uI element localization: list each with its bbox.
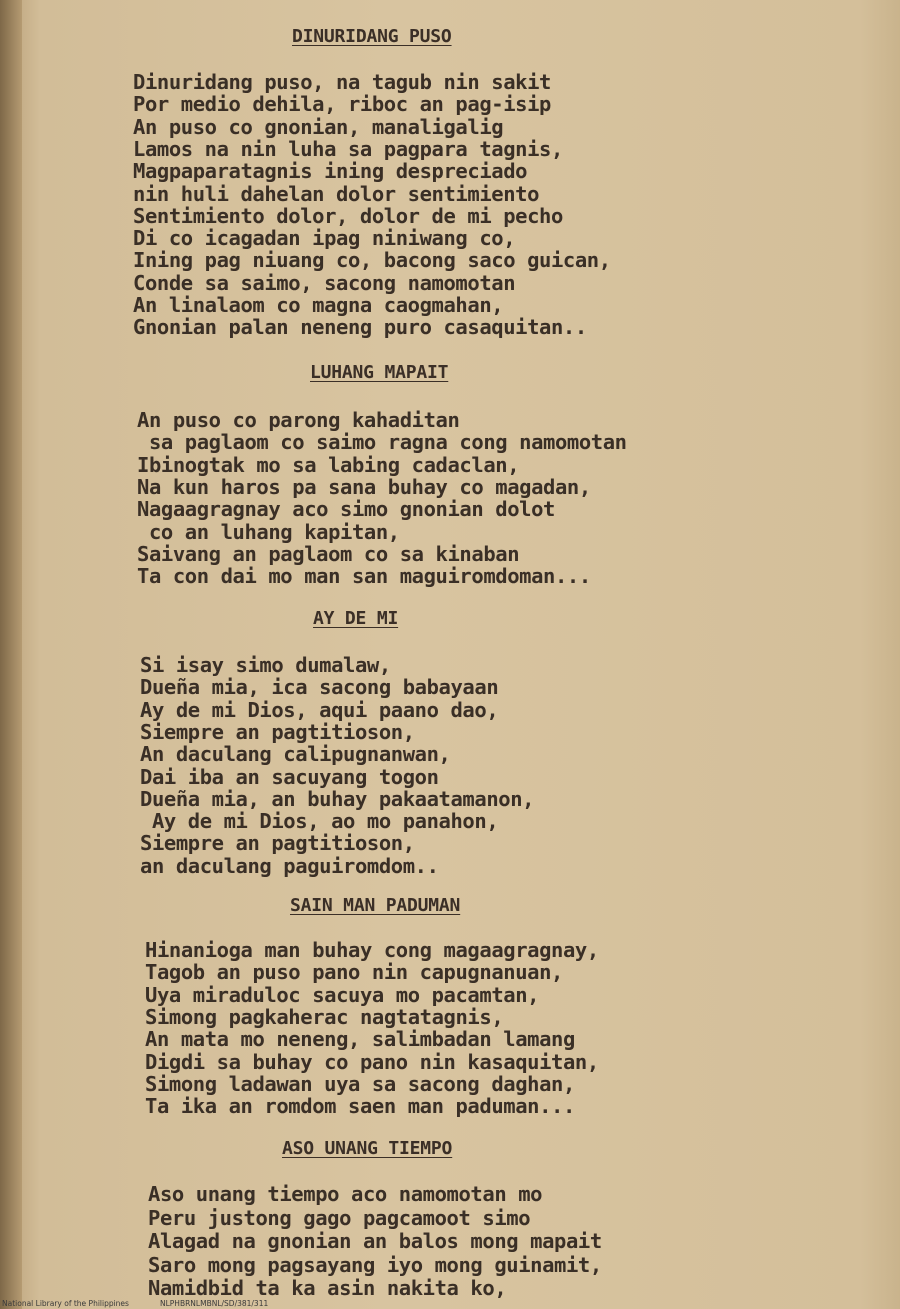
poem-line: Simong ladawan uya sa sacong daghan,	[145, 1071, 575, 1096]
poem-line: Si isay simo dumalaw,	[140, 653, 391, 677]
poem-line: Por medio dehila, riboc an pag-isip	[133, 92, 551, 117]
footer-library: National Library of the Philippines	[2, 1299, 129, 1308]
poem-line: Namidbid ta ka asin nakita ko,	[148, 1276, 507, 1300]
poem-line: Hinanioga man buhay cong magaagragnay,	[145, 938, 599, 962]
poem-title: DINURIDANG PUSO	[292, 26, 452, 47]
poem-line: Sentimiento dolor, dolor de mi pecho	[133, 203, 563, 228]
poem-line: Simong pagkaherac nagtatagnis,	[145, 1004, 504, 1029]
poem-line: Magpaparatagnis ining despreciado	[133, 159, 528, 184]
poem-line: an daculang paguiromdom..	[140, 853, 439, 878]
poem-line: Nagaagragnay aco simo gnonian dolot	[137, 497, 555, 522]
poem-line: An linalaom co magna caogmahan,	[133, 293, 504, 317]
poem-line: Tagob an puso pano nin capugnanuan,	[145, 960, 563, 985]
poem-line: An puso co gnonian, manaligalig	[133, 114, 504, 139]
poem-title: SAIN MAN PADUMAN	[290, 895, 461, 916]
poem-line: Ta ika an romdom saen man paduman...	[145, 1094, 575, 1119]
poem-line: Peru justong gago pagcamoot simo	[148, 1205, 531, 1230]
poem-line: Conde sa saimo, sacong namomotan	[133, 270, 516, 295]
poem-line: Ay de mi Dios, aqui paano dao,	[140, 697, 499, 722]
poem-line: Alagad na gnonian an balos mong mapait	[148, 1229, 602, 1253]
poem-line: Ta con dai mo man san maguiromdoman...	[137, 564, 591, 589]
poem-line: Ibinogtak mo sa labing cadaclan,	[137, 452, 520, 477]
poem-line: Na kun haros pa sana buhay co magadan,	[137, 474, 591, 499]
poem-line: Dinuridang puso, na tagub nin sakit	[133, 70, 551, 94]
poem-line: co an luhang kapitan,	[137, 519, 400, 544]
poem-line: Siempre an pagtitioson,	[140, 719, 415, 744]
poem-line: Lamos na nin luha sa pagpara tagnis,	[133, 136, 563, 161]
poem-line: Aso unang tiempo aco namomotan mo	[148, 1182, 543, 1206]
page-gutter	[0, 0, 22, 1309]
poem-line: Uya miraduloc sacuya mo pacamtan,	[145, 982, 540, 1007]
poem-line: An puso co parong kahaditan	[137, 408, 460, 432]
poem-title: AY DE MI	[313, 608, 399, 629]
footer-code: NLPHBRNLMBNL/SD/381/311	[160, 1299, 269, 1308]
poem-line: Di co icagadan ipag niniwang co,	[133, 226, 516, 251]
poem-title: ASO UNANG TIEMPO	[282, 1138, 453, 1159]
poem-line: Ining pag niuang co, bacong saco guican,	[133, 248, 611, 273]
poem-line: Dai iba an sacuyang togon	[140, 764, 439, 789]
poem-line: Saivang an paglaom co sa kinaban	[137, 541, 520, 566]
poem-line: An mata mo neneng, salimbadan lamang	[145, 1027, 575, 1052]
poem-line: Digdi sa buhay co pano nin kasaquitan,	[145, 1049, 599, 1074]
poem-line: Ay de mi Dios, ao mo panahon,	[140, 809, 499, 834]
poem-line: Siempre an pagtitioson,	[140, 831, 415, 856]
poem-line: nin huli dahelan dolor sentimiento	[133, 181, 540, 206]
poem-title: LUHANG MAPAIT	[310, 362, 449, 383]
poem-line: sa paglaom co saimo ragna cong namomotan	[137, 430, 627, 455]
poem-line: An daculang calipugnanwan,	[140, 742, 451, 767]
poem-line: Gnonian palan neneng puro casaquitan..	[133, 315, 587, 340]
poem-line: Dueña mia, ica sacong babayaan	[140, 675, 499, 700]
poem-line: Dueña mia, an buhay pakaatamanon,	[140, 786, 535, 811]
poem-line: Saro mong pagsayang iyo mong guinamit,	[148, 1252, 602, 1277]
